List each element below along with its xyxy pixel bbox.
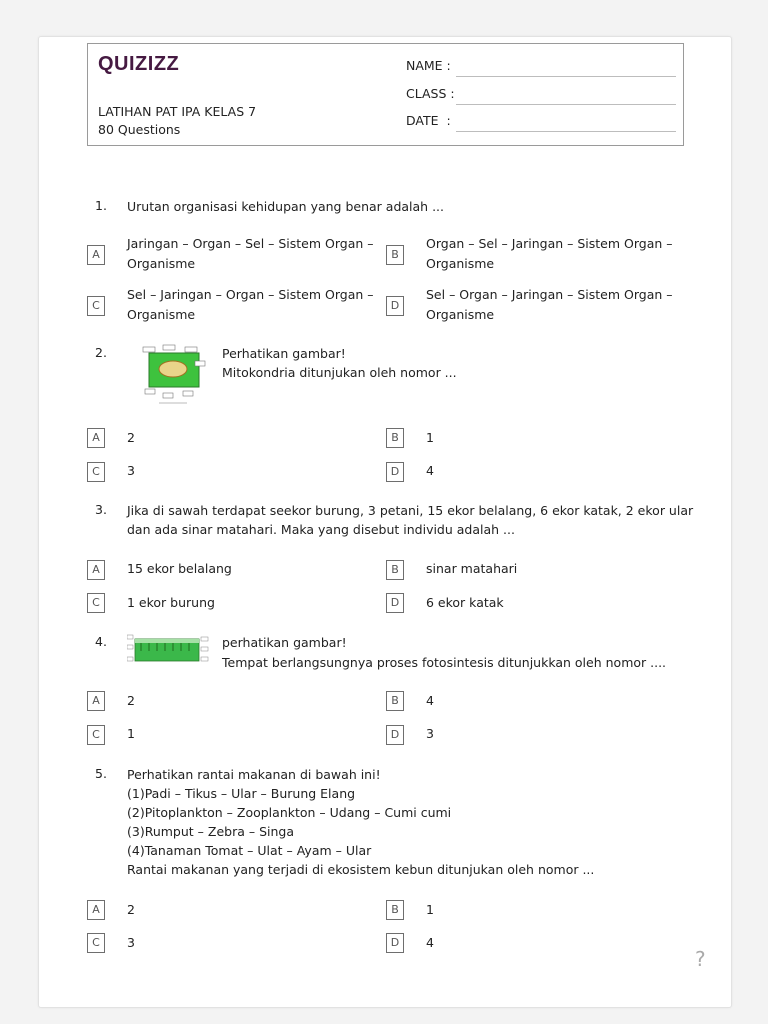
- question-1-option-d-box[interactable]: D: [386, 296, 404, 316]
- question-4-option-a-box[interactable]: A: [87, 691, 105, 711]
- question-2-option-a-box[interactable]: A: [87, 428, 105, 448]
- question-1-option-d-text: Sel – Organ – Jaringan – Sistem Organ – Organisme: [426, 287, 673, 322]
- question-1-number: 1.: [95, 198, 107, 213]
- class-label: CLASS :: [406, 86, 455, 101]
- plant-cell-diagram-image: [139, 343, 211, 407]
- date-line: [456, 131, 676, 132]
- question-5-option-c-text: 3: [127, 935, 135, 950]
- quizizz-logo: QUIZIZZ: [98, 53, 180, 75]
- worksheet-header: [87, 43, 684, 146]
- question-2-option-c-box[interactable]: C: [87, 462, 105, 482]
- question-5-line-3: (2)Pitoplankton – Zooplankton – Udang – Cumi cumi: [127, 805, 452, 820]
- question-5-option-c-box[interactable]: C: [87, 933, 105, 953]
- question-3-option-c-text: 1 ekor burung: [127, 595, 215, 610]
- question-3-option-c-box[interactable]: C: [87, 593, 105, 613]
- question-5-option-a-box[interactable]: A: [87, 900, 105, 920]
- question-3-text-line-1: Jika di sawah terdapat seekor burung, 3 petani, 15 ekor belalang, 6 ekor katak, 2 ekor ular: [127, 503, 694, 518]
- question-4-option-c-box[interactable]: C: [87, 725, 105, 745]
- question-4-option-d-box[interactable]: D: [386, 725, 404, 745]
- question-4-text-line-1: perhatikan gambar!: [222, 635, 347, 650]
- question-4-option-b-box[interactable]: B: [386, 691, 404, 711]
- question-2-option-b-box[interactable]: B: [386, 428, 404, 448]
- quiz-title: LATIHAN PAT IPA KELAS 7: [98, 104, 257, 119]
- question-4-option-b-text: 4: [426, 693, 434, 708]
- question-5-line-6: Rantai makanan yang terjadi di ekosistem kebun ditunjukan oleh nomor ...: [127, 862, 595, 877]
- question-4-text-line-2: Tempat berlangsungnya proses fotosintesis ditunjukkan oleh nomor ....: [222, 655, 667, 670]
- question-3-text-line-2: dan ada sinar matahari. Maka yang disebut individu adalah ...: [127, 522, 515, 537]
- question-2-option-d-text: 4: [426, 463, 434, 478]
- question-1-text: Urutan organisasi kehidupan yang benar adalah ...: [127, 199, 444, 214]
- question-5-option-b-text: 1: [426, 902, 434, 917]
- question-5-option-a-text: 2: [127, 902, 135, 917]
- question-2-option-d-box[interactable]: D: [386, 462, 404, 482]
- name-line: [456, 76, 676, 77]
- question-2-text-line-1: Perhatikan gambar!: [222, 346, 346, 361]
- question-4-option-c-text: 1: [127, 726, 135, 741]
- date-label: DATE :: [406, 113, 451, 128]
- class-field[interactable]: [406, 86, 676, 106]
- question-2-option-c-text: 3: [127, 463, 135, 478]
- question-1-option-a-text: Jaringan – Organ – Sel – Sistem Organ – Organisme: [127, 236, 374, 271]
- question-2-option-a-text: 2: [127, 430, 135, 445]
- question-4-option-a-text: 2: [127, 693, 135, 708]
- question-3-number: 3.: [95, 502, 107, 517]
- name-field[interactable]: [406, 58, 676, 78]
- question-3-option-b-text: sinar matahari: [426, 561, 518, 576]
- question-4-option-d-text: 3: [426, 726, 434, 741]
- question-4-number: 4.: [95, 634, 107, 649]
- question-3-option-a-box[interactable]: A: [87, 560, 105, 580]
- question-1-option-c-box[interactable]: C: [87, 296, 105, 316]
- question-count: 80 Questions: [98, 122, 181, 137]
- question-5-number: 5.: [95, 766, 107, 781]
- question-2-text-line-2: Mitokondria ditunjukan oleh nomor ...: [222, 365, 457, 380]
- question-5-line-4: (3)Rumput – Zebra – Singa: [127, 824, 294, 839]
- question-2-number: 2.: [95, 345, 107, 360]
- question-1-option-b-box[interactable]: B: [386, 245, 404, 265]
- name-label: NAME :: [406, 58, 451, 73]
- question-3-option-d-box[interactable]: D: [386, 593, 404, 613]
- question-5-option-b-box[interactable]: B: [386, 900, 404, 920]
- question-5-option-d-text: 4: [426, 935, 434, 950]
- question-3-option-a-text: 15 ekor belalang: [127, 561, 232, 576]
- question-5-line-2: (1)Padi – Tikus – Ular – Burung Elang: [127, 786, 356, 801]
- question-5-line-5: (4)Tanaman Tomat – Ulat – Ayam – Ular: [127, 843, 372, 858]
- leaf-cross-section-image: [127, 633, 209, 667]
- question-1-option-b-text: Organ – Sel – Jaringan – Sistem Organ – Organisme: [426, 236, 673, 271]
- question-2-option-b-text: 1: [426, 430, 434, 445]
- question-1-option-c-text: Sel – Jaringan – Organ – Sistem Organ – Organisme: [127, 287, 374, 322]
- question-5-option-d-box[interactable]: D: [386, 933, 404, 953]
- class-line: [456, 104, 676, 105]
- date-field[interactable]: [406, 113, 676, 133]
- worksheet-page: [38, 36, 732, 1008]
- help-icon[interactable]: ?: [695, 947, 706, 971]
- question-5-line-1: Perhatikan rantai makanan di bawah ini!: [127, 767, 381, 782]
- question-1-option-a-box[interactable]: A: [87, 245, 105, 265]
- question-3-option-b-box[interactable]: B: [386, 560, 404, 580]
- question-3-option-d-text: 6 ekor katak: [426, 595, 504, 610]
